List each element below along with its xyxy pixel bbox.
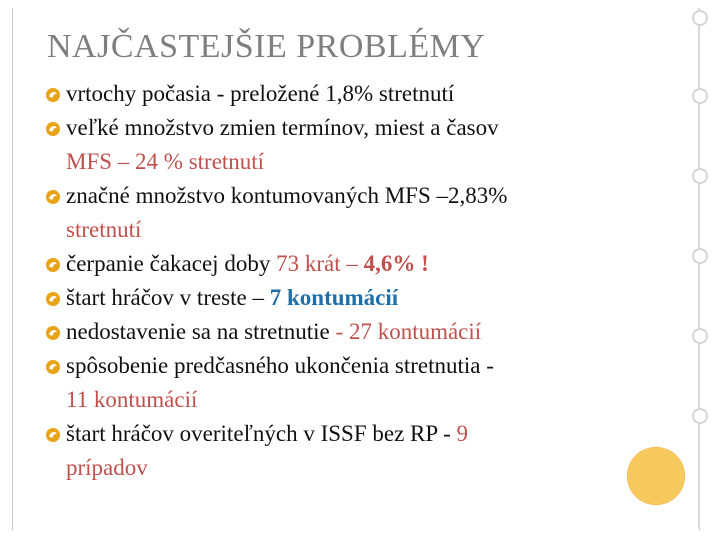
- flourish-bullet-icon: [44, 324, 62, 342]
- bullet-highlight: MFS – 24 % stretnutí: [66, 149, 265, 174]
- bullet-item: [44, 417, 684, 485]
- bullet-text: veľké množstvo zmien termínov, miest a časov: [66, 115, 499, 140]
- bullet-text: štart hráčov overiteľných v ISSF bez RP -: [66, 421, 457, 446]
- bullet-text: čerpanie čakacej doby: [66, 251, 277, 276]
- chain-link: [692, 248, 708, 264]
- flourish-bullet-icon: [44, 256, 62, 274]
- flourish-bullet-icon: [44, 120, 62, 138]
- flourish-bullet-icon: [44, 290, 62, 308]
- bullet-highlight-bold: 4,6% !: [363, 251, 429, 276]
- bullet-list: [44, 77, 684, 485]
- bullet-highlight: prípadov: [66, 455, 148, 480]
- flourish-bullet-icon: [44, 426, 62, 444]
- flourish-bullet-icon: [44, 358, 62, 376]
- flourish-bullet-icon: [44, 86, 62, 104]
- bullet-item: [44, 247, 684, 281]
- bullet-item: [44, 281, 684, 315]
- bullet-item: [44, 349, 684, 417]
- bullet-text: spôsobenie predčasného ukončenia stretnutia -: [66, 353, 494, 378]
- bullet-text: štart hráčov v treste –: [66, 285, 270, 310]
- bullet-highlight-blue: 7 kontumácií: [269, 285, 399, 310]
- bullet-text: vrtochy počasia - preložené 1,8% stretnutí: [66, 81, 455, 106]
- flourish-bullet-icon: [44, 188, 62, 206]
- bullet-highlight: 11 kontumácií: [66, 387, 198, 412]
- chain-link: [692, 10, 708, 26]
- bullet-item: [44, 315, 684, 349]
- chain-link: [692, 408, 708, 424]
- decorative-chain: [688, 8, 712, 528]
- bullet-text: značné množstvo kontumovaných MFS –2,83%: [66, 183, 508, 208]
- chain-link: [692, 328, 708, 344]
- chain-link: [692, 88, 708, 104]
- chain-line: [698, 8, 700, 528]
- bullet-item: [44, 179, 684, 247]
- chain-link: [692, 168, 708, 184]
- bullet-highlight: 9: [456, 421, 468, 446]
- bullet-item: [44, 77, 684, 111]
- bullet-highlight: - 27 kontumácií: [335, 319, 482, 344]
- slide-title: NAJČASTEJŠIE PROBLÉMY: [47, 28, 486, 65]
- bullet-highlight: stretnutí: [66, 217, 142, 242]
- bullet-text: nedostavenie sa na stretnutie: [66, 319, 336, 344]
- bullet-highlight: 73 krát –: [276, 251, 364, 276]
- bullet-item: [44, 111, 684, 179]
